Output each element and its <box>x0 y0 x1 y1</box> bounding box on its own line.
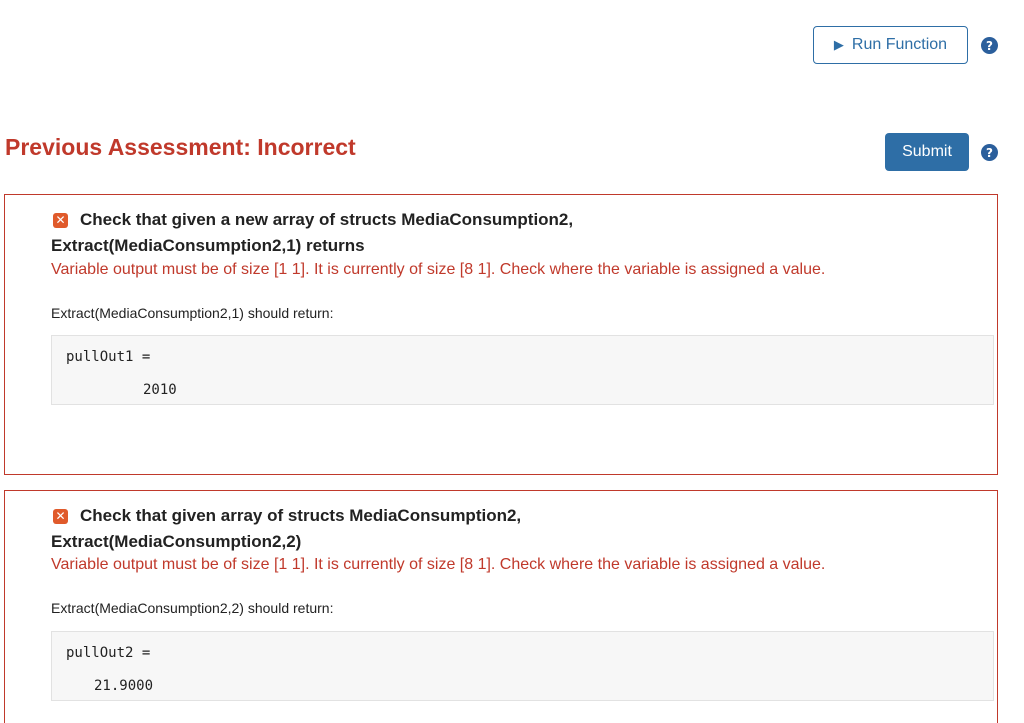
submit-help-icon[interactable]: ? <box>981 144 998 161</box>
run-function-button[interactable] <box>813 26 968 64</box>
check-heading-line2: Extract(MediaConsumption2,2) <box>51 532 302 551</box>
error-message: Variable output must be of size [1 1]. It is currently of size [8 1]. Check where the variable is assigned a value. <box>51 556 826 573</box>
fail-x-icon: ✕ <box>53 509 68 524</box>
check-heading-line1: Check that given a new array of structs MediaConsumption2, <box>80 210 574 229</box>
assessment-title: Previous Assessment: Incorrect <box>5 134 356 160</box>
fail-x-icon: ✕ <box>53 213 68 228</box>
check-panel-1 <box>4 194 998 475</box>
output-value-line: 2010 <box>143 382 177 398</box>
check-heading-line2: Extract(MediaConsumption2,1) returns <box>51 236 365 255</box>
should-return-label: Extract(MediaConsumption2,1) should return: <box>51 305 334 321</box>
output-value-line: 21.9000 <box>94 678 154 694</box>
play-icon: ▶ <box>833 37 844 52</box>
output-variable-line: pullOut2 = <box>66 645 151 661</box>
run-function-label: Run Function <box>851 36 948 53</box>
submit-button[interactable]: Submit <box>885 133 969 171</box>
error-message: Variable output must be of size [1 1]. It is currently of size [8 1]. Check where the variable is assigned a value. <box>51 261 826 278</box>
should-return-label: Extract(MediaConsumption2,2) should return: <box>51 600 334 616</box>
check-heading-line1: Check that given array of structs MediaConsumption2, <box>80 506 522 525</box>
check-heading <box>51 207 573 259</box>
run-function-help-icon[interactable]: ? <box>981 37 998 54</box>
check-panel-2 <box>4 490 998 723</box>
check-heading <box>51 503 521 555</box>
output-variable-line: pullOut1 = <box>66 349 151 365</box>
expected-output-code-box <box>51 631 994 701</box>
expected-output-code-box <box>51 335 994 405</box>
